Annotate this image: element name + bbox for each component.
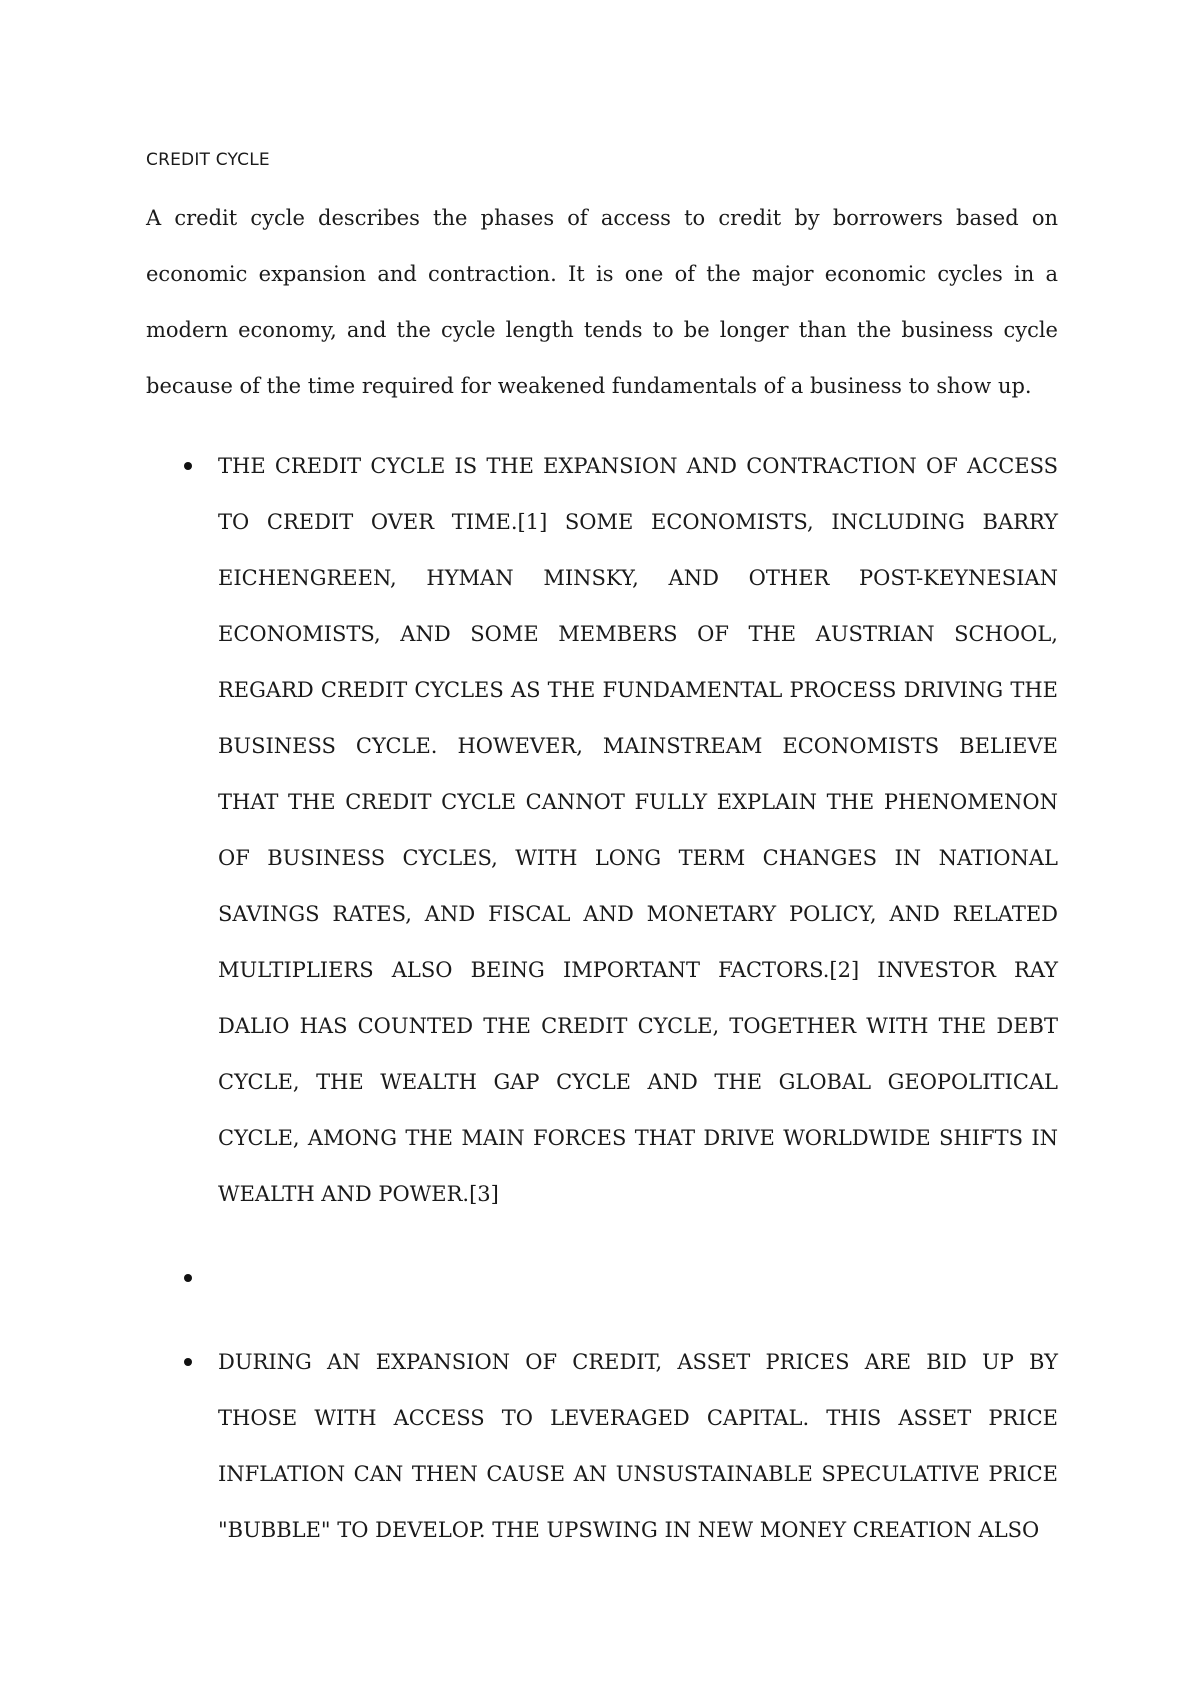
bullet-item-3 [146,1334,1058,1558]
bullet-icon [184,462,192,470]
bullet-item-2 [146,1250,1058,1306]
bullet-item-1 [146,438,1058,1222]
intro-paragraph: A credit cycle describes the phases of access to credit by borrowers based on economic expansion and contraction. It is one of the major economic cycles in a modern economy, and the cycle length tends to be longer than the business cycle because of the time required for weakened fundamentals of a business to show up. [146,206,1058,398]
document-heading: CREDIT CYCLE [146,150,270,170]
bullet-text-1: THE CREDIT CYCLE IS THE EXPANSION AND CONTRACTION OF ACCESS TO CREDIT OVER TIME.[1] SOME ECONOMISTS, INCLUDING BARRY EICHENGREEN, HYMAN MINSKY, AND OTHER POST-KEYNESIAN ECONOMISTS, AND SOME MEMBERS OF THE AUSTRIAN SCHOOL, REGARD CREDIT CYCLES AS THE FUNDAMENTAL PROCESS DRIVING THE BUSINESS CYCLE. HOWEVER, MAINSTREAM ECONOMISTS BELIEVE THAT THE CREDIT CYCLE CANNOT FULLY EXPLAIN THE PHENOMENON OF BUSINESS CYCLES, WITH LONG TERM CHANGES IN NATIONAL SAVINGS RATES, AND FISCAL AND MONETARY POLICY, AND RELATED MULTIPLIERS ALSO BEING IMPORTANT FACTORS.[2] INVESTOR RAY DALIO HAS COUNTED THE CREDIT CYCLE, TOGETHER WITH THE DEBT CYCLE, THE WEALTH GAP CYCLE AND THE GLOBAL GEOPOLITICAL CYCLE, AMONG THE MAIN FORCES THAT DRIVE WORLDWIDE SHIFTS IN WEALTH AND POWER.[3] [218,454,1058,1206]
bullet-icon [184,1358,192,1366]
bullet-list [146,438,1058,1586]
bullet-icon [184,1274,192,1282]
bullet-text-3: DURING AN EXPANSION OF CREDIT, ASSET PRICES ARE BID UP BY THOSE WITH ACCESS TO LEVERAGED CAPITAL. THIS ASSET PRICE INFLATION CAN THEN CAUSE AN UNSUSTAINABLE SPECULATIVE PRICE "BUBBLE" TO DEVELOP. THE UPSWING IN NEW MONEY CREATION ALSO [218,1350,1058,1542]
